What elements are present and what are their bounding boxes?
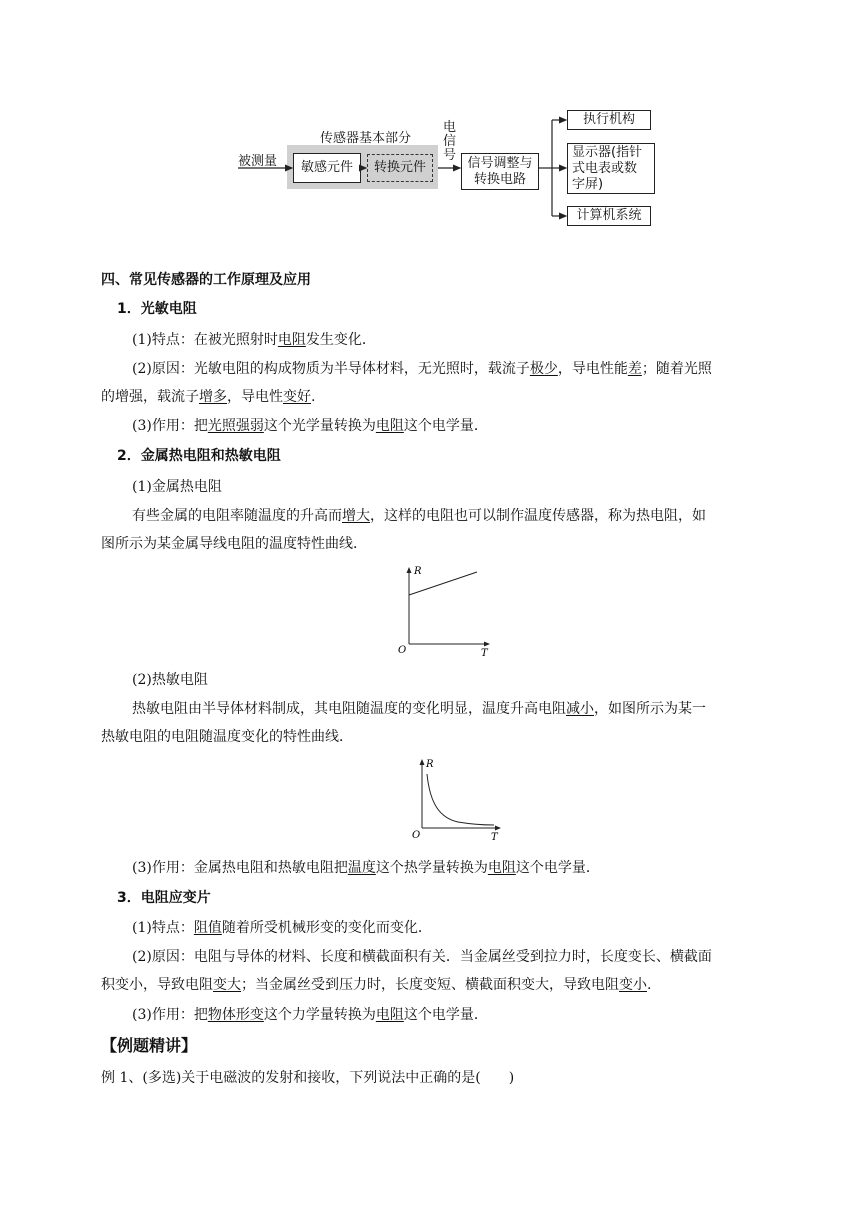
thermistor-graph <box>410 756 510 846</box>
text: 这个光学量转换为 <box>263 418 376 434</box>
s2-sub2: (2)热敏电阻 <box>132 672 208 688</box>
text: 这个热学量转换为 <box>375 860 488 876</box>
text: . <box>647 977 652 993</box>
text: (3)作用：把 <box>132 418 208 434</box>
underlined-answer: 变小 <box>619 977 647 993</box>
s1-feature <box>132 329 376 349</box>
subsection-1-title: 1．光敏电阻 <box>117 301 197 317</box>
text: ，这样的电阻也可以制作温度传感器，称为热电阻，如 <box>370 508 706 524</box>
section-title: 四、常见传感器的工作原理及应用 <box>101 272 311 288</box>
underlined-answer: 差 <box>627 361 642 377</box>
underlined-answer: 电阻 <box>375 1007 404 1023</box>
converting-element-label: 转换元件 <box>373 160 426 175</box>
s2-para2-line-1 <box>132 698 706 718</box>
underlined-answer: 温度 <box>347 860 376 876</box>
underlined-answer: 电阻 <box>487 860 516 876</box>
text: ；当金属丝受到压力时，长度变短、横截面积变大，导致电阻 <box>241 977 619 993</box>
text: 热敏电阻由半导体材料制成，其电阻随温度的变化明显，温度升高电阻 <box>132 701 566 717</box>
example-1-question: 例 1、(多选)关于电磁波的发射和接收，下列说法中正确的是( ) <box>101 1070 515 1086</box>
underlined-answer: 阻值 <box>193 920 222 936</box>
s2-sub1: (1)金属热电阻 <box>132 479 222 495</box>
s1-role <box>132 415 488 435</box>
underlined-answer: 增大 <box>342 508 370 524</box>
s2-para2-line-2: 热敏电阻的电阻随温度变化的特性曲线． <box>101 729 353 745</box>
examples-heading: 【例题精讲】 <box>101 1036 198 1055</box>
output-display-line-1: 显示器(指针 <box>572 145 643 160</box>
text: 这个电学量． <box>515 860 600 876</box>
s1-reason-line-2 <box>101 386 315 406</box>
origin-label: O <box>398 645 407 656</box>
diagram-arrows <box>0 0 860 260</box>
input-label: 被测量 <box>238 154 278 169</box>
s3-role <box>132 1004 488 1024</box>
s3-reason-line-2 <box>101 974 651 994</box>
underlined-answer: 变大 <box>213 977 241 993</box>
s2-role <box>132 857 600 877</box>
s3-feature <box>132 917 432 937</box>
text: 这个力学量转换为 <box>263 1007 376 1023</box>
x-axis-label: T <box>491 832 498 843</box>
text: 发生变化． <box>305 332 376 348</box>
signal-char-2: 信 <box>443 134 457 149</box>
underlined-answer: 极少 <box>529 361 558 377</box>
underlined-answer: 电阻 <box>277 332 306 348</box>
s3-reason-line-1: (2)原因：电阻与导体的材料、长度和横截面积有关．当金属丝受到拉力时，长度变长、横截面 <box>132 949 712 965</box>
underlined-answer: 减小 <box>566 701 594 717</box>
text: 有些金属的电阻率随温度的升高而 <box>132 508 342 524</box>
text: 这个电学量． <box>403 418 488 434</box>
output-display-line-3: 字屏) <box>572 177 604 192</box>
subsection-2-title: 2．金属热电阻和热敏电阻 <box>117 448 281 464</box>
s2-para1-line-1 <box>132 505 706 525</box>
resistance-curve <box>427 774 494 825</box>
signal-char-3: 号 <box>443 148 457 163</box>
text: (2)原因：光敏电阻的构成物质为半导体材料，无光照时，载流子 <box>132 361 530 377</box>
x-axis-label: T <box>481 648 488 659</box>
underlined-answer: 光照强弱 <box>207 418 264 434</box>
text: ，如图所示为某一 <box>594 701 706 717</box>
underlined-answer: 增多 <box>199 389 227 405</box>
group-label: 传感器基本部分 <box>320 131 412 146</box>
output-computer-label: 计算机系统 <box>576 208 642 223</box>
text: ，导电性能 <box>557 361 628 377</box>
metal-resistor-graph <box>395 562 495 662</box>
text: 积变小，导致电阻 <box>101 977 213 993</box>
underlined-answer: 电阻 <box>375 418 404 434</box>
origin-label: O <box>412 830 421 841</box>
circuit-line-1: 信号调整与 <box>467 156 533 171</box>
text: ，导电性 <box>227 389 283 405</box>
text: (3)作用：金属热电阻和热敏电阻把 <box>132 860 348 876</box>
sensing-element-label: 敏感元件 <box>300 160 353 175</box>
text: (1)特点： <box>132 920 194 936</box>
underlined-answer: 变好 <box>283 389 311 405</box>
text: 这个电学量． <box>403 1007 488 1023</box>
subsection-3-title: 3．电阻应变片 <box>117 890 211 906</box>
circuit-line-2: 转换电路 <box>473 172 526 187</box>
y-axis-label: R <box>414 566 422 577</box>
s1-reason-line-1 <box>132 358 712 378</box>
text: 随着所受机械形变的变化而变化． <box>221 920 432 936</box>
text: ；随着光照 <box>641 361 712 377</box>
y-axis-label: R <box>426 759 434 770</box>
text: . <box>311 389 316 405</box>
s2-para1-line-2: 图所示为某金属导线电阻的温度特性曲线． <box>101 536 367 552</box>
signal-char-1: 电 <box>443 120 457 135</box>
text: 的增强，载流子 <box>101 389 199 405</box>
text: (3)作用：把 <box>132 1007 208 1023</box>
text: (1)特点：在被光照射时 <box>132 332 278 348</box>
underlined-answer: 物体形变 <box>207 1007 264 1023</box>
output-display-line-2: 式电表或数 <box>572 161 638 176</box>
output-actuator-label: 执行机构 <box>582 112 635 127</box>
